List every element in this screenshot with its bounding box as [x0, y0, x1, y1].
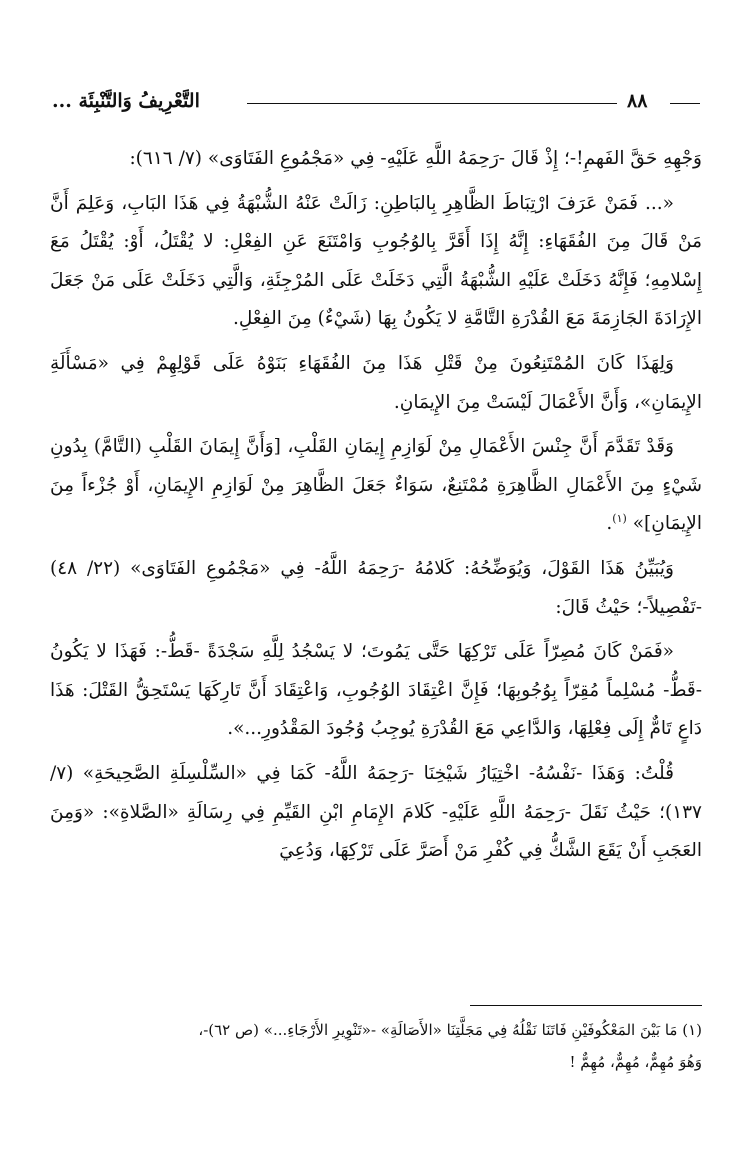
paragraph-5: وَيُبَيِّنُ هَذَا القَوْلَ، وَيُوَضِّحُهُ: كَلامُهُ -رَحِمَهُ اللَّهُ- فِي «مَجْمُوعِ الفَتَاوَى» (٢٢/ ٤٨) -تَفْصِيلاً-؛ حَيْثُ قَالَ:: [50, 557, 702, 618]
paragraph-1: وَجْهِهِ حَقَّ الفَهمِ!-؛ إِذْ قَالَ -رَحِمَهُ اللَّهِ عَلَيْهِ- فِي «مَجْمُوعِ الفَتَاوَى» (٧/ ٦١٦):: [129, 148, 702, 169]
page-header: [52, 90, 700, 120]
running-title: التَّعْرِيفُ وَالتَّنْبِئَة ...: [52, 90, 200, 112]
footnote-line-2: وَهُوَ مُهِمٌّ، مُهِمٌّ، مُهِمٌّ !: [569, 1053, 702, 1071]
header-rule: [247, 103, 617, 104]
page-body: [50, 140, 702, 877]
footnote: [50, 1014, 702, 1078]
page-number: ٨٨: [627, 90, 648, 112]
paragraph-4-text: وَقَدْ تَقَدَّمَ أَنَّ جِنْسَ الأَعْمَالِ مِنْ لَوَازِمِ إِيمَانِ القَلْبِ، [وَأَنَّ إِيمَانَ القَلْبِ (التَّامَّ) بِدُونِ شَيْءٍ مِنَ الأَعْمَالِ الظَّاهِرَةِ مُمْتَنِعٌ، سَوَاءٌ جَعَلَ الظَّاهِرَ مِنْ لَوَازِمِ الإِيمَانِ، أَوْ جُزْءاً مِنَ الإِيمَانِ]»: [50, 436, 702, 535]
paragraph-3: وَلِهَذَا كَانَ المُمْتَنِعُونَ مِنْ قَتْلِ هَذَا مِنَ الفُقَهَاءِ بَنَوْهُ عَلَى قَوْلِهِمْ فِي «مَسْأَلَةِ الإِيمَانِ»، وَأَنَّ الأَعْمَالَ لَيْسَتْ مِنَ الإِيمَانِ.: [50, 352, 702, 413]
footnote-reference: (١): [612, 512, 627, 526]
paragraph-6: «فَمَنْ كَانَ مُصِرّاً عَلَى تَرْكِهَا حَتَّى يَمُوتَ؛ لا يَسْجُدُ لِلَّهِ سَجْدَةً -قَطُّ-: فَهَذَا لا يَكُونُ -قَطُّ- مُسْلِماً مُقِرّاً بِوُجُوبِهَا؛ فَإِنَّ اعْتِقَادَ الوُجُوبِ، وَاعْتِقَادَ أَنَّ تَارِكَهَا يَسْتَحِقُّ القَتْلَ: هَذَا دَاعٍ تَامٌّ إِلَى فِعْلِهَا، وَالدَّاعِي مَعَ القُدْرَةِ يُوجِبُ وُجُودَ المَقْدُورِ...».: [50, 641, 702, 740]
footnote-line-1: (١) مَا بَيْنَ المَعْكُوفَيْنِ فَاتَنَا نَقْلُهُ فِي مَجَلَّتِنَا «الأَصَالَةِ» -«تَنْوِيرِ الأَرْجَاءِ...» (ص ٦٢)-،: [198, 1021, 702, 1039]
footnote-separator: [470, 1005, 702, 1006]
paragraph-7: قُلْتُ: وَهَذَا -نَفْسُهُ- اخْتِيَارُ شَيْخِنَا -رَحِمَهُ اللَّهُ- كَمَا فِي «السِّلْسِلَةِ الصَّحِيحَةِ» (٧/ ١٣٧)؛ حَيْثُ نَقَلَ -رَحِمَهُ اللَّهِ عَلَيْهِ- كَلامَ الإِمَامِ ابْنِ القَيِّمِ فِي رِسَالَةِ «الصَّلاةِ»: «وَمِنَ العَجَبِ أَنْ يَقَعَ الشَّكُّ فِي كُفْرِ مَنْ أَصَرَّ عَلَى تَرْكِهَا، وَدُعِيَ: [50, 762, 702, 862]
paragraph-2: «... فَمَنْ عَرَفَ ارْتِبَاطَ الظَّاهِرِ بِالبَاطِنِ: زَالَتْ عَنْهُ الشُّبْهَةُ فِي هَذَا البَابِ، وَعَلِمَ أَنَّ مَنْ قَالَ مِنَ الفُقَهَاءِ: إِنَّهُ إِذَا أَقَرَّ بِالوُجُوبِ وَامْتَنَعَ عَنِ الفِعْلِ: لا يُقْتَلُ، أَوْ: يُقْتَلُ مَعَ إِسْلامِهِ؛ فَإِنَّهُ دَخَلَتْ عَلَيْهِ الشُّبْهَةُ الَّتِي دَخَلَتْ عَلَى المُرْجِئَةِ، وَالَّتِي دَخَلَتْ عَلَى مَنْ جَعَلَ الإِرَادَةَ الجَازِمَةَ مَعَ القُدْرَةِ التَّامَّةِ لا يَكُونُ بِهَا (شَيْءٌ) مِنَ الفِعْلِ.: [50, 192, 702, 330]
header-rule-short: [670, 103, 700, 104]
paragraph-4: وَقَدْ تَقَدَّمَ أَنَّ جِنْسَ الأَعْمَالِ مِنْ لَوَازِمِ إِيمَانِ القَلْبِ، [وَأَنَّ إِيمَانَ القَلْبِ (التَّامَّ) بِدُونِ شَيْءٍ مِنَ الأَعْمَالِ الظَّاهِرَةِ مُمْتَنِعٌ، سَوَاءٌ جَعَلَ الظَّاهِرَ مِنْ لَوَازِمِ الإِيمَانِ، أَوْ جُزْءاً مِنَ الإِيمَانِ]» $^{(١)}$.: [50, 436, 702, 535]
